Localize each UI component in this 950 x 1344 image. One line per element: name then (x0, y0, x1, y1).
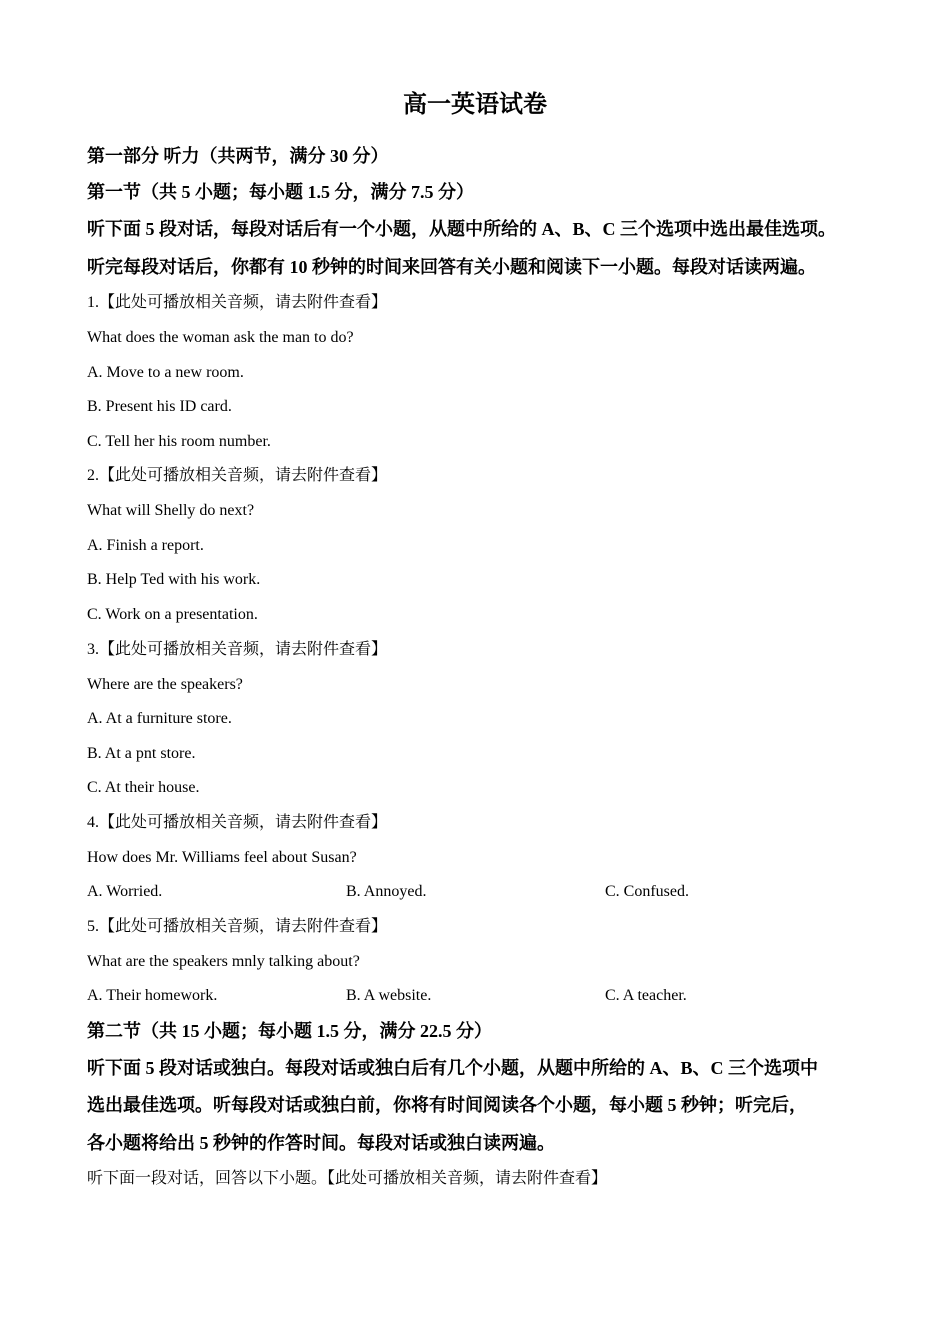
page-title: 高一英语试卷 (403, 92, 547, 118)
answer-option: B. At a pnt store. (87, 745, 196, 762)
answer-option: A. At a furniture store. (87, 710, 232, 727)
section1-heading: 第一节（共 5 小题；每小题 1.5 分，满分 7.5 分） (87, 182, 474, 202)
audio-note[interactable]: 【此处可播放相关音频，请去附件查看】 (99, 467, 388, 484)
answer-option: B. Annoyed. (346, 883, 427, 900)
audio-note[interactable]: 【此处可播放相关音频，请去附件查看】 (99, 814, 388, 831)
answer-option: C. Tell her his room number. (87, 433, 271, 450)
question-text: What will Shelly do next? (87, 502, 255, 519)
question-header (87, 916, 387, 938)
answer-option: A. Move to a new room. (87, 364, 244, 381)
question-header (87, 812, 387, 834)
section2-heading: 第二节（共 15 小题；每小题 1.5 分，满分 22.5 分） (87, 1021, 492, 1041)
question-text: Where are the speakers? (87, 676, 243, 693)
answer-option: A. Their homework. (87, 987, 218, 1004)
question-number: 4. (87, 814, 99, 831)
section1-instruction-line: 听下面 5 段对话，每段对话后有一个小题，从题中所给的 A、B、C 三个选项中选出最佳选项。 (87, 219, 836, 239)
dialogue-intro: 听下面一段对话，回答以下小题。【此处可播放相关音频，请去附件查看】 (87, 1170, 608, 1187)
question-header (87, 292, 387, 314)
answer-option: A. Finish a report. (87, 537, 204, 554)
answer-option: B. A website. (346, 987, 432, 1004)
answer-option: A. Worried. (87, 883, 163, 900)
answer-option: C. Confused. (605, 883, 689, 900)
answer-option: C. Work on a presentation. (87, 606, 258, 623)
audio-note[interactable]: 【此处可播放相关音频，请去附件查看】 (99, 918, 388, 935)
question-header (87, 465, 387, 487)
question-text: What does the woman ask the man to do? (87, 329, 354, 346)
answer-option: B. Present his ID card. (87, 398, 232, 415)
question-text: What are the speakers mnly talking about? (87, 953, 360, 970)
answer-option: C. A teacher. (605, 987, 687, 1004)
question-number: 5. (87, 918, 99, 935)
answer-option: C. At their house. (87, 779, 200, 796)
section1-instruction-line: 听完每段对话后，你都有 10 秒钟的时间来回答有关小题和阅读下一小题。每段对话读两遍。 (87, 257, 816, 277)
question-text: How does Mr. Williams feel about Susan? (87, 849, 357, 866)
part1-heading: 第一部分 听力（共两节，满分 30 分） (87, 146, 389, 166)
question-header (87, 639, 387, 661)
question-number: 3. (87, 641, 99, 658)
section2-instruction-line: 选出最佳选项。听每段对话或独白前，你将有时间阅读各个小题，每小题 5 秒钟；听完后， (87, 1095, 807, 1115)
audio-note[interactable]: 【此处可播放相关音频，请去附件查看】 (99, 294, 388, 311)
section2-instruction-line: 各小题将给出 5 秒钟的作答时间。每段对话或独白读两遍。 (87, 1133, 555, 1153)
question-number: 2. (87, 467, 99, 484)
audio-note[interactable]: 【此处可播放相关音频，请去附件查看】 (99, 641, 388, 658)
section2-instruction-line: 听下面 5 段对话或独白。每段对话或独白后有几个小题，从题中所给的 A、B、C 三个选项中 (87, 1058, 818, 1078)
answer-option: B. Help Ted with his work. (87, 571, 261, 588)
question-number: 1. (87, 294, 99, 311)
